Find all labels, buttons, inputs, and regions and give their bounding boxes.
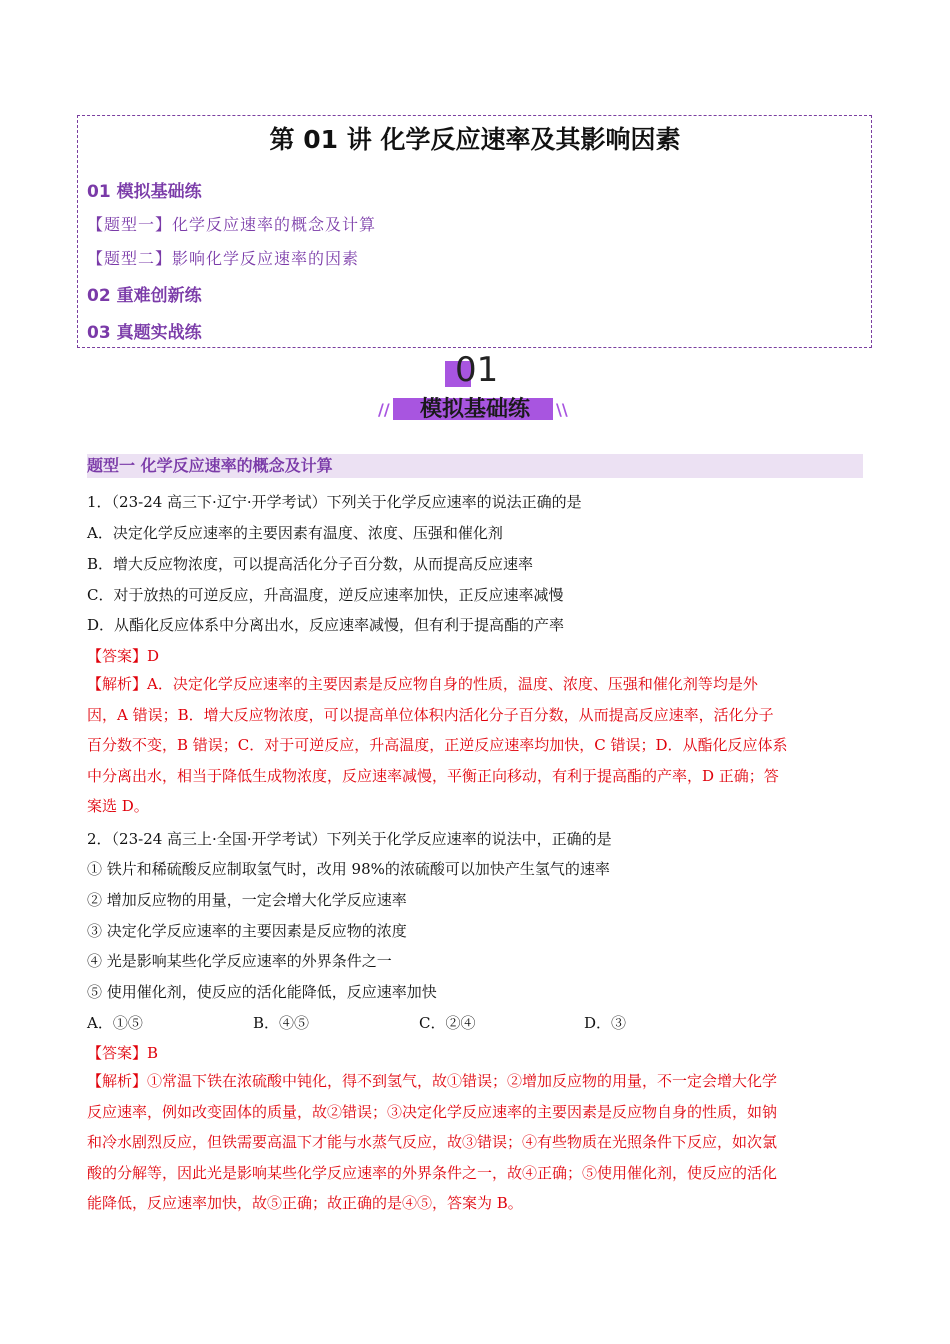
q2-item: ⑤ 使用催化剂，使反应的活化能降低，反应速率加快 bbox=[87, 983, 437, 1001]
q2-explain-line: 和冷水剧烈反应，但铁需要高温下才能与水蒸气反应，故③错误；④有些物质在光照条件下反应，如次氯 bbox=[87, 1133, 778, 1151]
q2-answer-value: B bbox=[147, 1044, 159, 1062]
q2-answer bbox=[87, 1042, 158, 1063]
q1-explanation bbox=[87, 669, 863, 822]
q2-stem: 2．（23-24 高三上·全国·开学考试）下列关于化学反应速率的说法中，正确的是 bbox=[87, 830, 612, 848]
q1-option-d: D．从酯化反应体系中分离出水，反应速率减慢，但有利于提高酯的产率 bbox=[87, 616, 565, 634]
q1-answer-value: D bbox=[147, 647, 160, 665]
q1-explain-line: 百分数不变，B 错误；C．对于可逆反应，升高温度，正逆反应速率均加快，C 错误；D．从酯化反应体系 bbox=[87, 736, 788, 754]
q2-explain-line: 酸的分解等，因此光是影响某些化学反应速率的外界条件之一，故④正确；⑤使用催化剂，使反应的活化 bbox=[87, 1163, 778, 1182]
q1-explain-line: 中分离出水，相当于降低生成物浓度，反应速率减慢，平衡正向移动，有利于提高酯的产率，D 正确；答 bbox=[87, 766, 779, 785]
banner-number: 01 bbox=[455, 350, 499, 390]
banner-left-slash: // bbox=[378, 400, 390, 419]
q2-option-a: A．①⑤ bbox=[87, 1014, 143, 1032]
q2-option-b: B．④⑤ bbox=[253, 1014, 310, 1032]
q1-stem: 1．（23-24 高三下·辽宁·开学考试）下列关于化学反应速率的说法正确的是 bbox=[87, 493, 582, 511]
toc-section-3[interactable]: 03 真题实战练 bbox=[87, 323, 202, 343]
q1-answer-tag: 【答案】 bbox=[87, 647, 148, 665]
q1-explain-line: A．决定化学反应速率的主要因素是反应物自身的性质，温度、浓度、压强和催化剂等均是外 bbox=[147, 675, 758, 693]
banner-right-slash: \\ bbox=[556, 400, 568, 419]
page-title: 第 01 讲 化学反应速率及其影响因素 bbox=[269, 125, 681, 154]
question-type-heading: 题型一 化学反应速率的概念及计算 bbox=[87, 454, 863, 478]
q2-option-c: C．②④ bbox=[419, 1014, 476, 1032]
toc-subsection-1[interactable]: 【题型一】化学反应速率的概念及计算 bbox=[87, 215, 377, 234]
q1-explain-line: 案选 D。 bbox=[87, 797, 149, 815]
toc-section-1[interactable]: 01 模拟基础练 bbox=[87, 182, 202, 202]
q2-item: ① 铁片和稀硫酸反应制取氢气时，改用 98%的浓硫酸可以加快产生氢气的速率 bbox=[87, 860, 610, 878]
q2-item: ③ 决定化学反应速率的主要因素是反应物的浓度 bbox=[87, 922, 407, 940]
q1-explain-tag: 【解析】 bbox=[87, 675, 148, 693]
q1-answer bbox=[87, 645, 159, 666]
banner-label: 模拟基础练 bbox=[419, 397, 530, 422]
q1-option-b: B．增大反应物浓度，可以提高活化分子百分数，从而提高反应速率 bbox=[87, 555, 534, 573]
q1-explain-line: 因，A 错误；B．增大反应物浓度，可以提高单位体积内活化分子百分数，从而提高反应速率，活化分子 bbox=[87, 705, 774, 724]
q2-explain-tag: 【解析】 bbox=[87, 1072, 148, 1090]
q2-explanation bbox=[87, 1066, 863, 1219]
q2-explain-line: ①常温下铁在浓硫酸中钝化，得不到氢气，故①错误；②增加反应物的用量，不一定会增大化学 bbox=[147, 1072, 778, 1090]
q2-answer-tag: 【答案】 bbox=[87, 1044, 148, 1062]
q2-item: ② 增加反应物的用量，一定会增大化学反应速率 bbox=[87, 891, 407, 909]
toc-subsection-2[interactable]: 【题型二】影响化学反应速率的因素 bbox=[87, 249, 360, 268]
q2-explain-line: 能降低，反应速率加快，故⑤正确；故正确的是④⑤，答案为 B。 bbox=[87, 1194, 523, 1212]
q2-explain-line: 反应速率，例如改变固体的质量，故②错误；③决定化学反应速率的主要因素是反应物自身的性质，如钠 bbox=[87, 1102, 778, 1121]
toc-section-2[interactable]: 02 重难创新练 bbox=[87, 286, 202, 306]
q2-option-d: D．③ bbox=[584, 1014, 627, 1032]
q1-option-a: A．决定化学反应速率的主要因素有温度、浓度、压强和催化剂 bbox=[87, 524, 503, 542]
q2-item: ④ 光是影响某些化学反应速率的外界条件之一 bbox=[87, 952, 392, 970]
q1-option-c: C．对于放热的可逆反应，升高温度，逆反应速率加快，正反应速率减慢 bbox=[87, 586, 564, 604]
